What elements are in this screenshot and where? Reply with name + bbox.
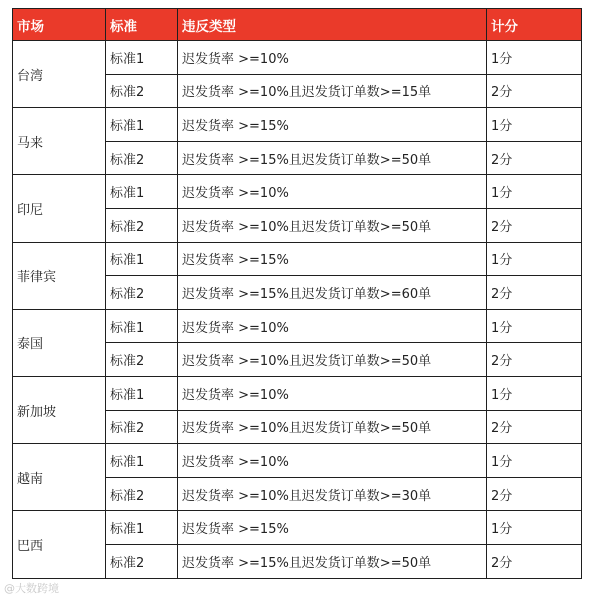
table-row — [13, 511, 582, 545]
header-row — [13, 9, 582, 41]
header-violation-type: 违反类型 — [178, 9, 487, 41]
score-cell: 2分 — [487, 74, 582, 108]
violation-cell: 迟发货率 >=10%且迟发货订单数>=15单 — [178, 74, 487, 108]
violation-cell: 迟发货率 >=10% — [178, 41, 487, 75]
market-cell: 印尼 — [13, 175, 106, 242]
score-cell: 2分 — [487, 276, 582, 310]
score-cell: 1分 — [487, 309, 582, 343]
violation-cell: 迟发货率 >=10% — [178, 309, 487, 343]
standard-cell: 标准1 — [106, 309, 178, 343]
market-cell: 泰国 — [13, 309, 106, 376]
violation-cell: 迟发货率 >=15%且迟发货订单数>=60单 — [178, 276, 487, 310]
table-row — [13, 175, 582, 209]
table-header — [13, 9, 582, 41]
score-cell: 2分 — [487, 343, 582, 377]
market-cell: 越南 — [13, 444, 106, 511]
watermark: @大数跨境 — [4, 582, 59, 595]
score-cell: 1分 — [487, 511, 582, 545]
table-row — [13, 242, 582, 276]
table-row — [13, 309, 582, 343]
standard-cell: 标准2 — [106, 410, 178, 444]
header-score: 计分 — [487, 9, 582, 41]
table-row — [13, 444, 582, 478]
violation-cell: 迟发货率 >=10% — [178, 376, 487, 410]
score-cell: 2分 — [487, 208, 582, 242]
score-cell: 1分 — [487, 376, 582, 410]
violation-cell: 迟发货率 >=10%且迟发货订单数>=30单 — [178, 477, 487, 511]
score-cell: 1分 — [487, 108, 582, 142]
violation-cell: 迟发货率 >=15% — [178, 108, 487, 142]
score-cell: 2分 — [487, 477, 582, 511]
score-cell: 2分 — [487, 544, 582, 578]
violation-cell: 迟发货率 >=10% — [178, 175, 487, 209]
score-cell: 1分 — [487, 444, 582, 478]
score-cell: 1分 — [487, 41, 582, 75]
standard-cell: 标准2 — [106, 544, 178, 578]
score-cell: 1分 — [487, 175, 582, 209]
violation-scoring-table — [12, 8, 582, 579]
table-row — [13, 41, 582, 75]
market-cell: 菲律宾 — [13, 242, 106, 309]
violation-cell: 迟发货率 >=10%且迟发货订单数>=50单 — [178, 410, 487, 444]
standard-cell: 标准1 — [106, 376, 178, 410]
violation-cell: 迟发货率 >=10% — [178, 444, 487, 478]
table-row — [13, 108, 582, 142]
standard-cell: 标准1 — [106, 175, 178, 209]
standard-cell: 标准2 — [106, 276, 178, 310]
standard-cell: 标准1 — [106, 242, 178, 276]
violation-cell: 迟发货率 >=15%且迟发货订单数>=50单 — [178, 544, 487, 578]
violation-cell: 迟发货率 >=10%且迟发货订单数>=50单 — [178, 208, 487, 242]
standard-cell: 标准1 — [106, 41, 178, 75]
market-cell: 巴西 — [13, 511, 106, 578]
table-body — [13, 41, 582, 579]
score-cell: 2分 — [487, 141, 582, 175]
market-cell: 新加坡 — [13, 376, 106, 443]
standard-cell: 标准2 — [106, 477, 178, 511]
standard-cell: 标准2 — [106, 141, 178, 175]
standard-cell: 标准1 — [106, 108, 178, 142]
violation-cell: 迟发货率 >=15% — [178, 511, 487, 545]
violation-cell: 迟发货率 >=15%且迟发货订单数>=50单 — [178, 141, 487, 175]
standard-cell: 标准2 — [106, 74, 178, 108]
score-cell: 1分 — [487, 242, 582, 276]
violation-cell: 迟发货率 >=10%且迟发货订单数>=50单 — [178, 343, 487, 377]
score-cell: 2分 — [487, 410, 582, 444]
header-market: 市场 — [13, 9, 106, 41]
standard-cell: 标准2 — [106, 208, 178, 242]
market-cell: 台湾 — [13, 41, 106, 108]
table-row — [13, 376, 582, 410]
standard-cell: 标准2 — [106, 343, 178, 377]
standard-cell: 标准1 — [106, 444, 178, 478]
market-cell: 马来 — [13, 108, 106, 175]
violation-cell: 迟发货率 >=15% — [178, 242, 487, 276]
header-standard: 标准 — [106, 9, 178, 41]
standard-cell: 标准1 — [106, 511, 178, 545]
